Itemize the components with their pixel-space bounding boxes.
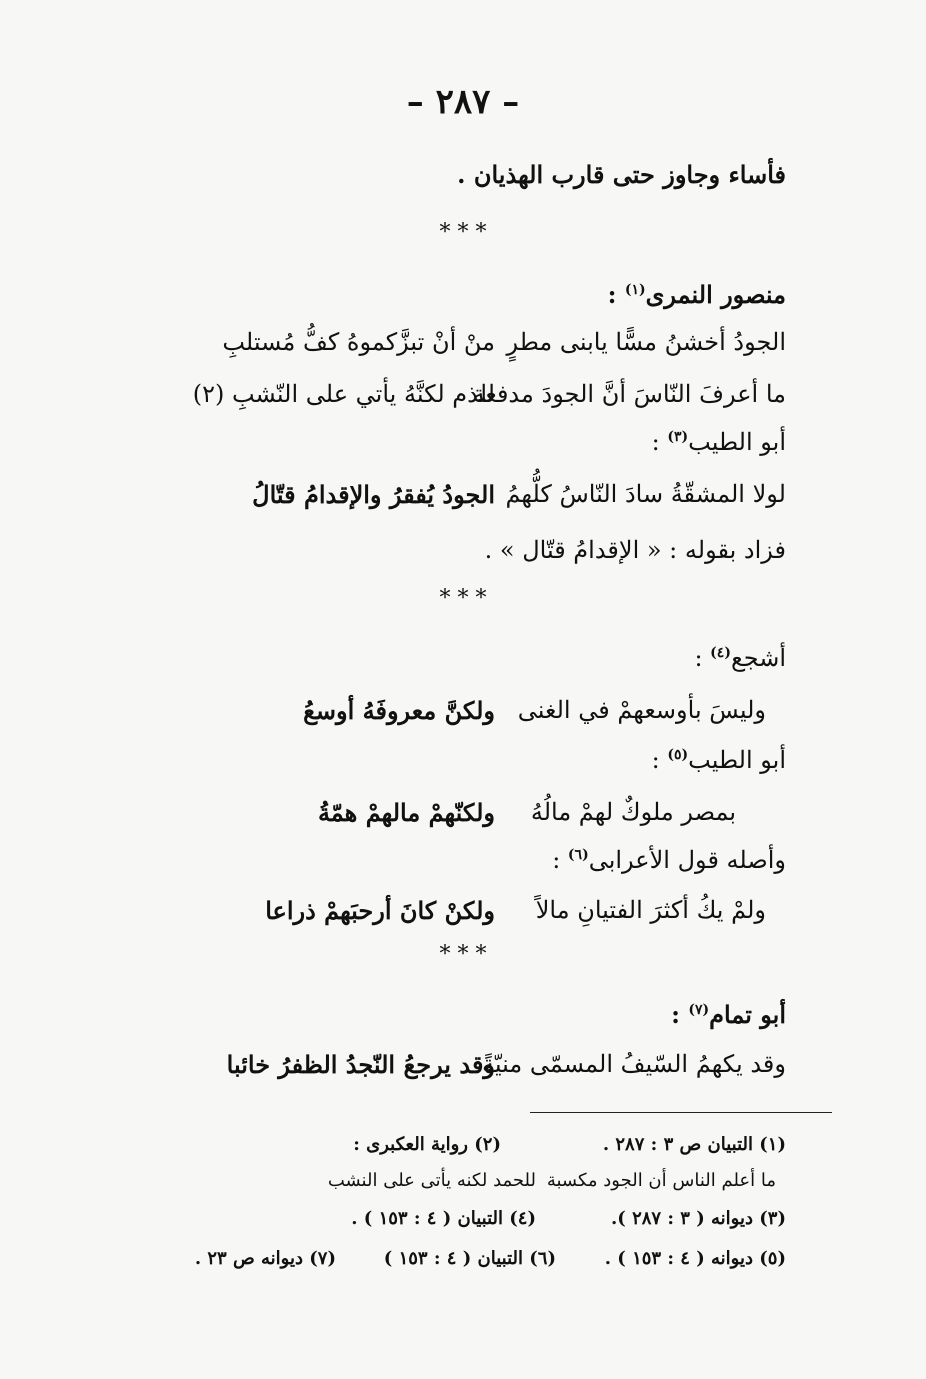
- verse-right-hemistich: ما أعرفَ النّاسَ أنَّ الجودَ مدفعة: [472, 380, 786, 408]
- intro-line: فأساء وجاوز حتى قارب الهذيان .: [457, 160, 786, 189]
- footnote-2-verse-right: ما أعلم الناس أن الجود مكسبة: [546, 1170, 776, 1191]
- verse-left-hemistich: منْ أنْ تبزَّكموهُ كفُّ مُستلبِ: [222, 328, 495, 356]
- commentary-text: وأصله قول الأعرابى: [588, 846, 786, 874]
- poet-name: أبو الطيب: [688, 428, 786, 456]
- verse-right-hemistich: بمصر ملوكٌ لهمْ مالُهُ: [530, 798, 736, 826]
- footnote-ref: (٧): [688, 1002, 710, 1018]
- verse-right-hemistich: ولمْ يكُ أكثرَ الفتيانِ مالاً: [535, 896, 766, 924]
- star-separator-2: [0, 588, 926, 610]
- commentary-line: وأصله قول الأعرابى$^{(٦)}$ :: [552, 846, 786, 874]
- verse-left-hemistich: ولكنّهمْ مالهمْ همّةُ: [317, 798, 495, 827]
- footnote-ref: (٥): [667, 747, 689, 763]
- verse-right-hemistich: الجودُ أخشنُ مسًّا يابنى مطرٍ: [506, 328, 786, 356]
- poet-heading-abu-tammam: أبو تمام$^{(٧)}$ :: [671, 1000, 786, 1029]
- star-separator-1: [0, 222, 926, 244]
- footnote-7: (٧) ديوانه ص ٢٣ .: [194, 1248, 336, 1269]
- footnote-ref: (٣): [667, 429, 689, 445]
- poet-heading-ashja: أشجع$^{(٤)}$ :: [694, 644, 786, 672]
- page-number: – ٢٨٧ –: [406, 82, 520, 122]
- verse-left-hemistich: للذم لكنَّهُ يأتي على النّشبِ (٢): [192, 380, 495, 408]
- verse-right-hemistich: وقد يكهمُ السّيفُ المسمّى منيّةً: [482, 1050, 786, 1078]
- footnote-ref: (٤): [710, 645, 731, 661]
- poet-heading-abu-tayyib-2: أبو الطيب$^{(٥)}$ :: [651, 746, 786, 774]
- footnote-2: (٢) رواية العكبرى :: [353, 1134, 501, 1155]
- footnote-rule: [530, 1112, 832, 1113]
- verse-right-hemistich: وليسَ بأوسعهمْ في الغنى: [517, 696, 766, 724]
- footnote-ref: (٦): [567, 847, 589, 863]
- star-glyphs: * * *: [439, 942, 487, 967]
- verse-left-hemistich: الجودُ يُفقرُ والإقدامُ قتّالُ: [252, 480, 495, 509]
- footnote-3: (٣) ديوانه ( ٣ : ٢٨٧ ).: [611, 1208, 786, 1229]
- footnote-6: (٦) التبيان ( ٤ : ١٥٣ ): [383, 1248, 556, 1269]
- verse-left-hemistich: ولكنَّ معروفَهُ أوسعُ: [303, 696, 495, 725]
- verse-left-hemistich: وقد يرجعُ النّجدُ الظفرُ خائبا: [226, 1050, 495, 1079]
- footnote-5: (٥) ديوانه ( ٤ : ١٥٣ ) .: [604, 1248, 786, 1269]
- star-glyphs: * * *: [439, 586, 487, 611]
- poet-name: أبو الطيب: [688, 746, 786, 774]
- footnote-1: (١) التبيان ص ٣ : ٢٨٧ .: [602, 1134, 786, 1155]
- poet-name: منصور النمرى: [645, 280, 786, 309]
- poet-name: أشجع: [730, 644, 786, 672]
- footnote-ref: (١): [624, 282, 646, 298]
- footnote-4: (٤) التبيان ( ٤ : ١٥٣ ) .: [351, 1208, 536, 1229]
- poet-heading-abu-tayyib: أبو الطيب$^{(٣)}$ :: [651, 428, 786, 456]
- poet-name: أبو تمام: [709, 1000, 786, 1029]
- footnote-2-verse-left: للحمد لكنه يأتى على النشب: [327, 1170, 536, 1191]
- commentary-line: فزاد بقوله : « الإقدامُ قتّال » .: [484, 536, 786, 564]
- verse-left-hemistich: ولكنْ كانَ أرحبَهمْ ذراعا: [265, 896, 495, 925]
- star-glyphs: * * *: [439, 220, 487, 245]
- verse-right-hemistich: لولا المشقّةُ سادَ النّاسُ كلُّهمُ: [505, 480, 786, 508]
- poet-heading-mansur: منصور النمرى$^{(١)}$ :: [607, 280, 786, 309]
- star-separator-3: [0, 944, 926, 966]
